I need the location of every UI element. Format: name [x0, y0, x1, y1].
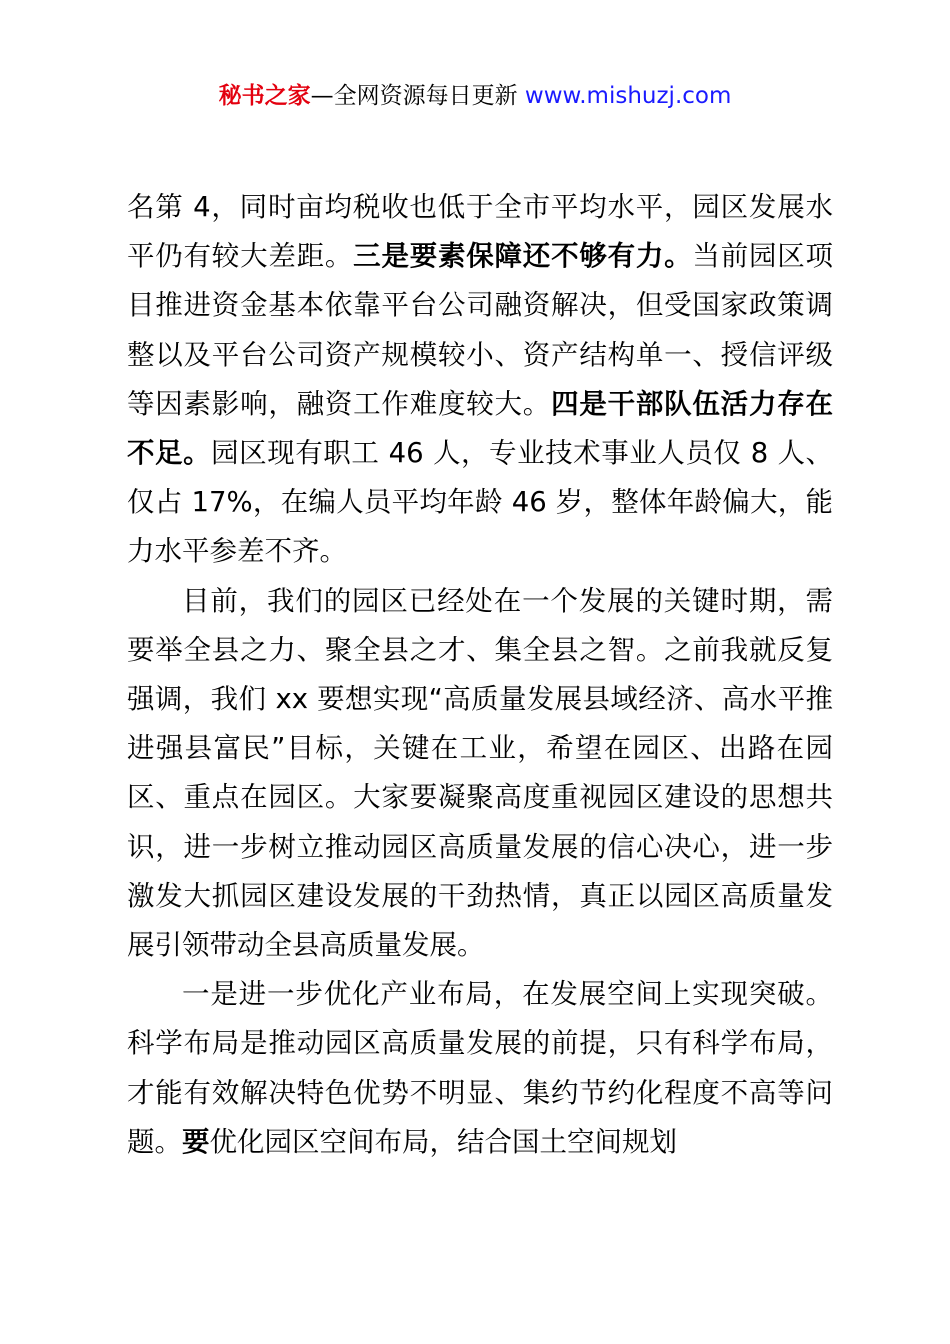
paragraph-3	[127, 970, 833, 1167]
text-run: 科学布局是推动园区高质量发展的前提，只有科学布局，才能有效解决特色优势不明显、集约节约化程度不高等问题。	[127, 1027, 833, 1158]
text-run: 名第 4，同时亩均税收也低于全市平均水平，园区发展水平仍有较大差距。	[127, 191, 833, 273]
bold-heading-3: 三是要素保障还不够有力。	[353, 240, 693, 273]
site-url[interactable]: www.mishuzj.com	[524, 83, 732, 109]
site-brand: 秘书之家	[218, 83, 311, 109]
text-run: 优化园区空间布局，结合国土空间规划	[209, 1125, 677, 1158]
site-header	[0, 80, 950, 112]
paragraph-2	[127, 577, 833, 971]
text-run: 当前园区项目推进资金基本依靠平台公司融资解决，但受国家政策调整以及平台公司资产规模较小、资产结构单一、授信评级等因素影响，融资工作难度较大。	[127, 240, 834, 420]
paragraph-1	[127, 183, 833, 577]
section-heading: 一是进一步优化产业布局，在发展空间上实现突破。	[182, 978, 833, 1011]
document-body	[127, 183, 833, 1167]
bold-heading-4: 四是干部队伍活力存在不足。	[127, 387, 833, 470]
bold-keyword: 要	[182, 1125, 210, 1158]
site-tagline: —全网资源每日更新	[310, 83, 525, 109]
text-run: 园区现有职工 46 人，专业技术事业人员仅 8 人、仅占 17%，在编人员平均年龄 46 岁，整体年龄偏大，能力水平参差不齐。	[127, 437, 834, 568]
text-run: 目前，我们的园区已经处在一个发展的关键时期，需要举全县之力、聚全县之才、集全县之智。之前我就反复强调，我们 xx 要想实现“高质量发展县域经济、高水平推进强县富民”目标，关键在工业，希望在园区、出路在园区、重点在园区。大家要凝聚高度重视园区建设的思想共识，进一步树立推动园区高质量发展的信心决心，进一步激发大抓园区建设发展的干劲热情，真正以园区高质量发展引领带动全县高质量发展。	[127, 584, 833, 962]
